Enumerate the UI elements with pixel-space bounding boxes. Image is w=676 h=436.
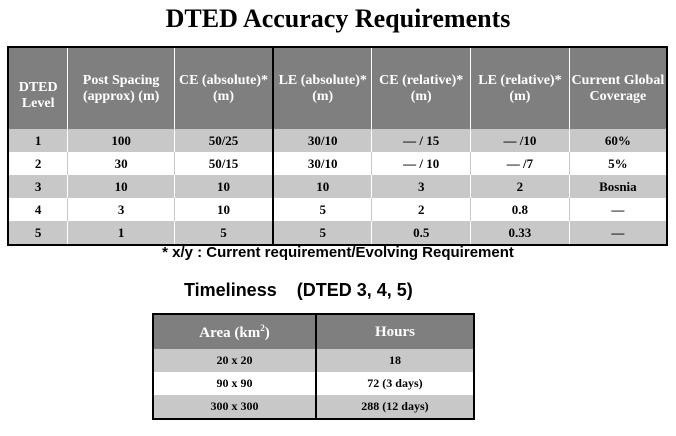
cell-area: 90 x 90 <box>153 372 316 395</box>
header-area-superscript: 2 <box>260 322 265 333</box>
cell-ce-absolute: 10 <box>174 198 273 221</box>
cell-hours: 72 (3 days) <box>316 372 474 395</box>
cell-le-relative: — /10 <box>471 129 570 152</box>
accuracy-header-row <box>8 47 667 129</box>
cell-area: 20 x 20 <box>153 349 316 372</box>
cell-ce-relative: 0.5 <box>372 221 471 245</box>
cell-coverage: 5% <box>569 152 667 175</box>
cell-post-spacing: 1 <box>68 221 175 245</box>
cell-le-relative: — /7 <box>471 152 570 175</box>
cell-le-relative: 2 <box>471 175 570 198</box>
header-le-absolute: LE (absolute)* (m) <box>273 47 372 129</box>
cell-coverage: — <box>569 221 667 245</box>
cell-ce-absolute: 10 <box>174 175 273 198</box>
cell-post-spacing: 3 <box>68 198 175 221</box>
page-title: DTED Accuracy Requirements <box>165 4 511 33</box>
header-area-label: Area (km <box>199 324 261 341</box>
cell-le-absolute: 5 <box>273 221 372 245</box>
cell-coverage: 60% <box>569 129 667 152</box>
cell-le-absolute: 30/10 <box>273 129 372 152</box>
cell-level: 5 <box>8 221 68 245</box>
table-row <box>8 175 667 198</box>
header-le-relative: LE (relative)* (m) <box>471 47 570 129</box>
cell-area: 300 x 300 <box>153 395 316 419</box>
cell-le-absolute: 5 <box>273 198 372 221</box>
cell-hours: 18 <box>316 349 474 372</box>
table-row <box>8 129 667 152</box>
cell-ce-relative: — / 10 <box>372 152 471 175</box>
cell-ce-absolute: 50/15 <box>174 152 273 175</box>
table-row <box>8 221 667 245</box>
cell-level: 2 <box>8 152 68 175</box>
cell-post-spacing: 100 <box>68 129 175 152</box>
cell-ce-absolute: 50/25 <box>174 129 273 152</box>
cell-level: 4 <box>8 198 68 221</box>
cell-post-spacing: 10 <box>68 175 175 198</box>
header-ce-relative: CE (relative)* (m) <box>372 47 471 129</box>
cell-post-spacing: 30 <box>68 152 175 175</box>
cell-ce-relative: — / 15 <box>372 129 471 152</box>
header-global-coverage: Current Global Coverage <box>569 47 667 129</box>
footnote: * x/y : Current requirement/Evolving Requirement <box>162 244 514 261</box>
header-post-spacing: Post Spacing (approx) (m) <box>68 47 175 129</box>
cell-ce-relative: 2 <box>372 198 471 221</box>
cell-ce-absolute: 5 <box>174 221 273 245</box>
table-row <box>8 198 667 221</box>
cell-hours: 288 (12 days) <box>316 395 474 419</box>
header-ce-absolute: CE (absolute)* (m) <box>174 47 273 129</box>
cell-le-relative: 0.33 <box>471 221 570 245</box>
timeliness-title: Timeliness (DTED 3, 4, 5) <box>184 280 413 300</box>
cell-coverage: Bosnia <box>569 175 667 198</box>
table-row <box>8 152 667 175</box>
cell-level: 3 <box>8 175 68 198</box>
table-row <box>153 395 474 419</box>
timeliness-header-row <box>153 314 474 349</box>
timeliness-table <box>152 313 475 420</box>
cell-le-absolute: 10 <box>273 175 372 198</box>
cell-ce-relative: 3 <box>372 175 471 198</box>
header-area-close: ) <box>264 324 270 341</box>
header-dted-level: DTED Level <box>8 47 68 129</box>
table-row <box>153 349 474 372</box>
cell-le-relative: 0.8 <box>471 198 570 221</box>
header-area <box>153 314 316 349</box>
cell-coverage: — <box>569 198 667 221</box>
cell-le-absolute: 30/10 <box>273 152 372 175</box>
cell-level: 1 <box>8 129 68 152</box>
table-row <box>153 372 474 395</box>
header-hours: Hours <box>316 314 474 349</box>
accuracy-table <box>7 46 668 246</box>
